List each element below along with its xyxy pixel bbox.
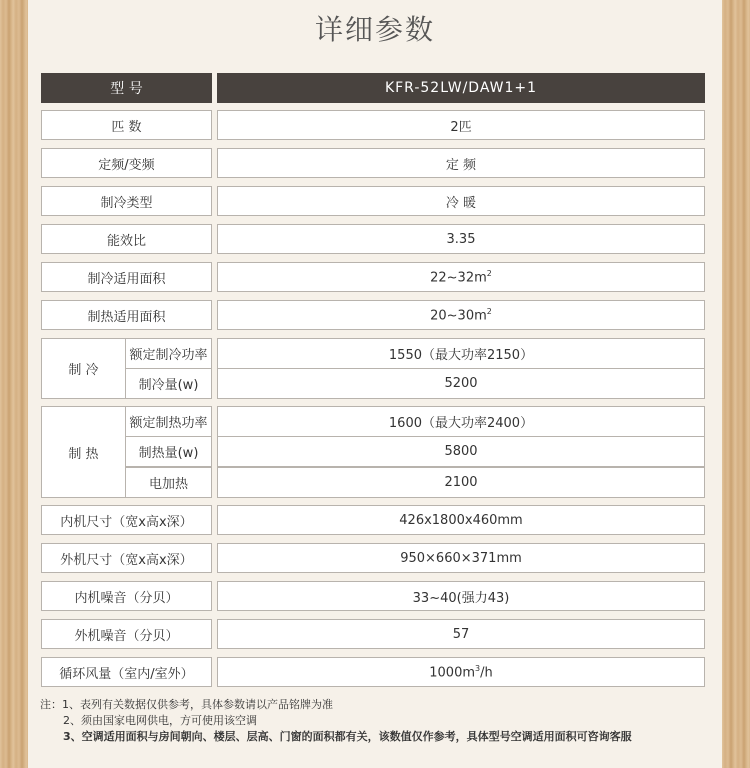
row-label-cell: [41, 186, 212, 216]
row-value-cell: [217, 300, 705, 330]
footnote-line: [40, 697, 632, 713]
row-value-cell: [217, 148, 705, 178]
sub-label-cell: [125, 368, 212, 399]
sub-label: 额定制冷功率: [129, 348, 208, 363]
row-label-cell: [41, 224, 212, 254]
row-label: 定频/变频: [98, 157, 155, 173]
footnote-line: [40, 713, 632, 729]
row-value: 2100: [444, 475, 478, 490]
area-value: 20~30m: [430, 308, 487, 324]
row-label: 循环风量（室内/室外）: [59, 666, 194, 682]
row-value-cell: [217, 224, 705, 254]
sub-label-cell: [125, 406, 212, 437]
airflow-unit-suffix: /h: [480, 665, 493, 681]
row-label-cell: [41, 300, 212, 330]
sub-label-cell: [125, 338, 212, 369]
sub-label: 制热量(w): [138, 446, 199, 461]
row-value: 1600（最大功率2400）: [388, 416, 534, 431]
row-label-cell: [41, 543, 212, 573]
row-label: 制冷适用面积: [87, 271, 166, 287]
footnotes: [40, 697, 632, 745]
row-value-cell: [217, 543, 705, 573]
row-label: 能效比: [106, 233, 146, 249]
row-label: 匹 数: [111, 119, 142, 135]
row-value-cell: [217, 657, 705, 687]
row-value-cell: [217, 110, 705, 140]
row-value-cell: [217, 186, 705, 216]
row-value: 5200: [444, 376, 478, 391]
page-title: 详细参数: [314, 13, 435, 46]
row-label-cell: [41, 581, 212, 611]
row-value: [430, 307, 492, 323]
row-value-cell: [217, 338, 705, 369]
row-value: [429, 664, 492, 680]
row-label: 制热适用面积: [87, 309, 166, 325]
row-value: 定 频: [445, 157, 477, 173]
row-value-cell: [217, 436, 705, 467]
row-label-cell: [41, 110, 212, 140]
cooling-group-label: 制 冷: [68, 363, 99, 378]
row-value: 5800: [444, 444, 478, 459]
row-value: [430, 269, 492, 285]
row-value-cell: [217, 467, 705, 498]
row-value: 3.35: [446, 231, 476, 247]
row-label-cell: [41, 657, 212, 687]
row-value: 950×660×371mm: [400, 550, 522, 566]
row-label: 制冷类型: [100, 195, 153, 211]
airflow-unit-sup: 3: [475, 663, 481, 673]
row-label-cell: [41, 262, 212, 292]
model-number: KFR-52LW/DAW1+1: [384, 80, 538, 96]
heating-group-label: 制 热: [68, 446, 99, 462]
row-value-cell: [217, 505, 705, 535]
footnote-text: 1、表列有关数据仅供参考，具体参数请以产品铭牌为准: [62, 698, 333, 711]
row-value: 426x1800x460mm: [399, 512, 523, 528]
footnote-line: [40, 729, 632, 745]
row-value: 1550（最大功率2150）: [388, 348, 534, 363]
row-value-cell: [217, 406, 705, 437]
wood-border-left: [0, 0, 28, 768]
area-value: 22~32m: [430, 270, 487, 286]
row-value-cell: [217, 368, 705, 399]
row-label-cell: [41, 148, 212, 178]
row-value: 2匹: [450, 119, 472, 135]
heating-group-cell: [41, 406, 126, 498]
cooling-group-cell: [41, 338, 126, 399]
row-label: 内机尺寸（宽x高x深）: [60, 514, 193, 530]
footnote-text: 3、空调适用面积与房间朝向、楼层、层高、门窗的面积都有关，该数值仅作参考，具体型号空调适用面积可咨询客服: [63, 730, 632, 743]
sub-label-cell: [125, 436, 212, 467]
row-label-cell: [41, 505, 212, 535]
header-label-cell: [41, 73, 212, 103]
sub-label-cell: [125, 467, 212, 498]
footnote-prefix: 注：: [40, 698, 62, 711]
wood-border-right: [722, 0, 750, 768]
row-label: 外机噪音（分贝）: [74, 628, 179, 644]
airflow-value: 1000m: [429, 665, 476, 681]
area-unit-sup: 2: [486, 306, 492, 316]
header-label: 型 号: [110, 81, 143, 97]
header-value-cell: [217, 73, 705, 103]
row-value-cell: [217, 619, 705, 649]
row-value: 33~40(强力43): [412, 590, 510, 606]
row-label: 外机尺寸（宽x高x深）: [60, 552, 193, 568]
row-label: 内机噪音（分贝）: [74, 590, 179, 606]
row-value-cell: [217, 581, 705, 611]
row-value-cell: [217, 262, 705, 292]
sub-label: 额定制热功率: [129, 416, 208, 431]
sub-label: 电加热: [148, 477, 188, 492]
spec-panel: [28, 0, 722, 768]
row-label-cell: [41, 619, 212, 649]
area-unit-sup: 2: [486, 268, 492, 278]
row-value: 57: [452, 626, 470, 642]
footnote-text: 2、须由国家电网供电，方可使用该空调: [63, 714, 257, 727]
row-value: 冷 暖: [445, 195, 477, 211]
sub-label: 制冷量(w): [138, 378, 199, 393]
